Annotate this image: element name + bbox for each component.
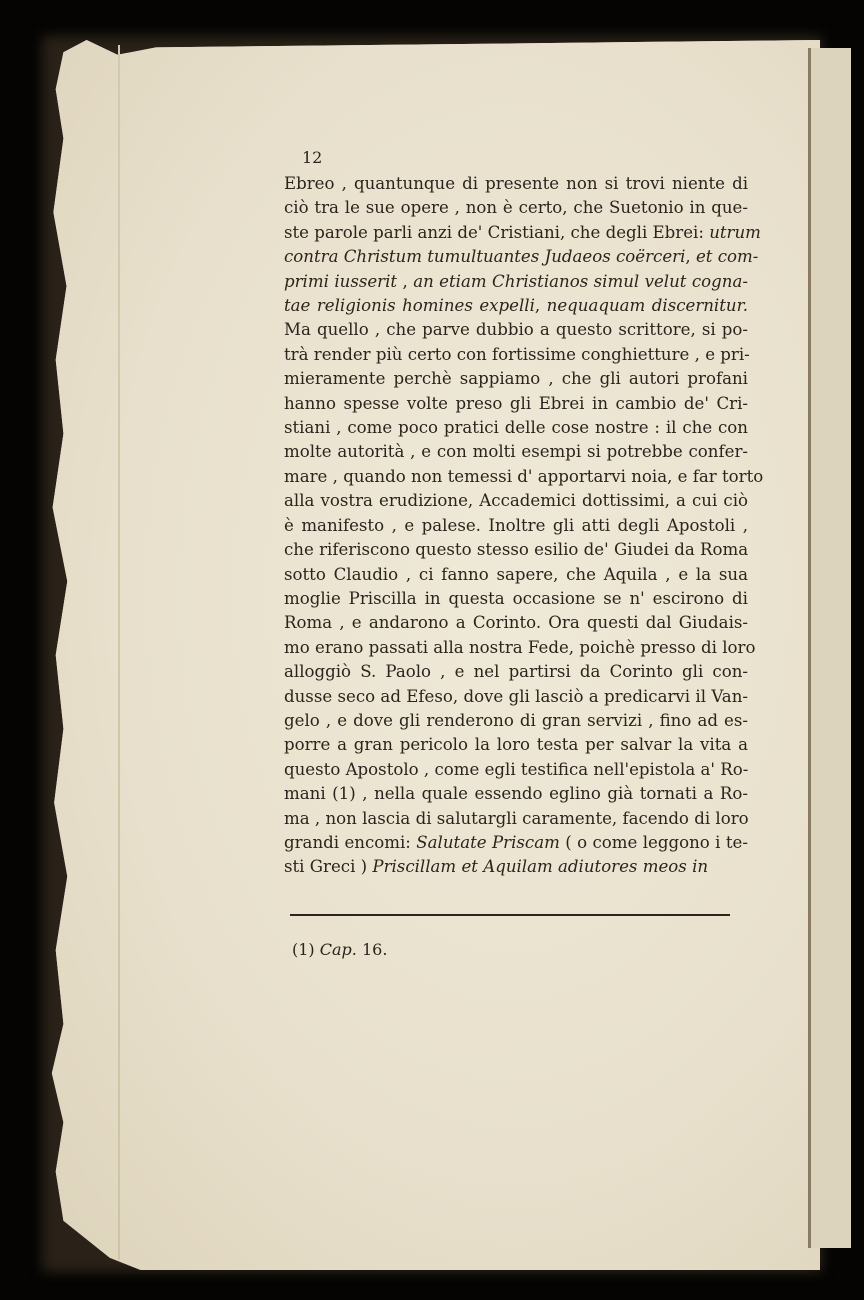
text-line (284, 611, 748, 635)
italic-segment: nequaquam discernitur. (546, 296, 748, 316)
text-line (284, 733, 748, 757)
text-line (284, 245, 759, 269)
text-line (284, 855, 748, 879)
text-lines (284, 172, 764, 880)
text-segment: Roma , e andarono a Corinto. Ora questi dal Giudais- (284, 613, 748, 633)
text-segment: alloggiò S. Paolo , e nel partirsi da Corinto gli con- (284, 662, 748, 682)
italic-segment: et com- (695, 247, 759, 267)
footnote-number: 16. (361, 940, 388, 959)
text-segment: sti Greci ) (284, 857, 373, 877)
text-segment: alla vostra erudizione, Accademici dottissimi, a cui ciò (284, 491, 748, 511)
text-segment: Ebreo , quantunque di presente non si trovi niente di (284, 174, 748, 193)
text-line (284, 587, 748, 611)
text-segment: , (534, 296, 547, 316)
text-segment: ( o come leggono i te- (559, 832, 748, 852)
text-line (284, 831, 748, 855)
page-number: 12 (302, 148, 323, 167)
text-segment: che riferiscono questo stesso esilio de' Giudei da Roma (284, 540, 749, 560)
text-segment: grandi encomi: (284, 832, 417, 852)
text-segment: mani (1) , nella quale essendo eglino già tornati a Ro- (284, 784, 748, 804)
footnote-rule (290, 914, 730, 916)
text-segment: stiani , come poco pratici delle cose nostre : il che con (284, 418, 748, 438)
text-line (284, 367, 748, 391)
footnote-text: Cap. (319, 940, 357, 959)
italic-segment: an etiam Christianos simul velut cogna- (413, 271, 748, 291)
text-line (284, 660, 748, 684)
text-segment: sotto Claudio , ci fanno sapere, che Aquila , e la sua (284, 564, 748, 584)
text-line (284, 636, 756, 660)
text-line (284, 782, 748, 806)
italic-segment: utrum (709, 222, 761, 242)
footnote-marker: (1) (292, 940, 315, 959)
text-line (284, 514, 748, 538)
italic-segment: Priscillam et Aquilam adiutores meos in (372, 857, 709, 877)
text-segment: porre a gran pericolo la loro testa per salvar la vita a (284, 735, 748, 755)
italic-segment: tae religionis homines expelli (284, 296, 535, 316)
text-segment: molte autorità , e con molti esempi si potrebbe confer- (284, 442, 748, 462)
page-fold-line (118, 45, 120, 1260)
adjacent-page-edge (808, 48, 851, 1248)
text-segment: Ma quello , che parve dubbio a questo scrittore, si po- (284, 320, 748, 340)
text-segment: mare , quando non temessi d' apportarvi noia, e far torto (284, 466, 764, 486)
footnote (292, 940, 387, 959)
text-line (284, 270, 748, 294)
text-line (284, 196, 748, 220)
text-line (284, 416, 748, 440)
text-line (284, 807, 748, 831)
text-segment: mieramente perchè sappiamo , che gli autori profani (284, 369, 748, 389)
text-line (284, 172, 748, 196)
text-line (284, 685, 748, 709)
text-segment: dusse seco ad Efeso, dove gli lasciò a predicarvi il Van- (284, 686, 748, 706)
text-line (284, 221, 761, 245)
text-line (284, 538, 748, 562)
text-segment: hanno spesse volte preso gli Ebrei in cambio de' Cri- (284, 393, 748, 413)
italic-segment: contra Christum tumultuantes Judaeos coërceri (284, 247, 686, 267)
text-line (284, 440, 748, 464)
text-line (284, 709, 748, 733)
text-line (284, 758, 748, 782)
italic-segment: primi iusserit (284, 271, 398, 291)
text-line (284, 294, 748, 318)
text-segment: mo erano passati alla nostra Fede, poichè presso di loro (284, 637, 756, 657)
text-line (284, 343, 748, 367)
text-segment: questo Apostolo , come egli testifica nell'epistola a' Ro- (284, 759, 749, 779)
text-segment: ste parole parli anzi de' Cristiani, che degli Ebrei: (284, 222, 710, 242)
text-segment: gelo , e dove gli renderono di gran servizi , fino ad es- (284, 710, 748, 730)
page-text (284, 148, 764, 880)
text-line (284, 465, 764, 489)
text-line (284, 318, 748, 342)
text-segment: ciò tra le sue opere , non è certo, che Suetonio in que- (284, 198, 748, 218)
text-line (284, 392, 748, 416)
text-segment: , (685, 247, 696, 267)
text-segment: ma , non lascia di salutargli caramente, facendo di loro (284, 808, 749, 828)
text-segment: , (397, 271, 414, 291)
text-segment: trà render più certo con fortissime conghietture , e pri- (284, 344, 750, 364)
text-segment: è manifesto , e palese. Inoltre gli atti degli Apostoli , (284, 515, 748, 535)
text-segment: moglie Priscilla in questa occasione se n' escirono di (284, 588, 748, 608)
italic-segment: Salutate Priscam (416, 832, 560, 852)
text-line (284, 489, 748, 513)
text-line (284, 563, 748, 587)
